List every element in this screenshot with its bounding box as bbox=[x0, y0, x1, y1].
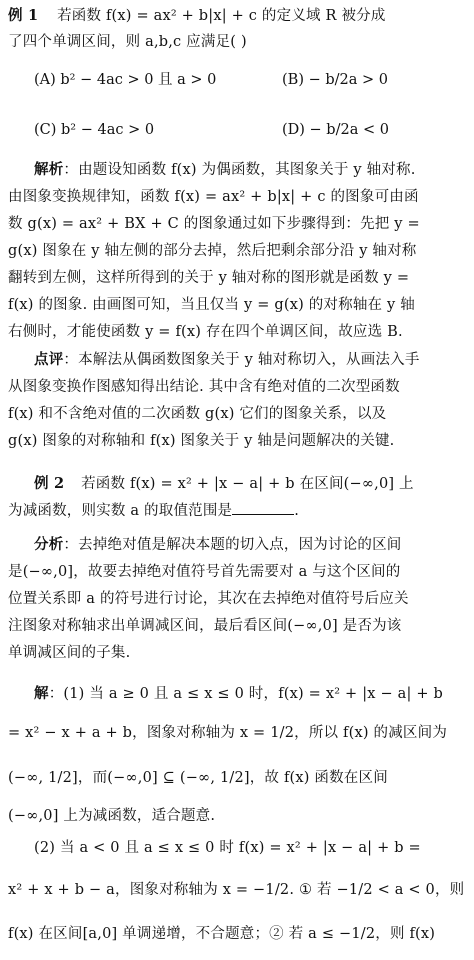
solution2-line-0: 解：(1) 当 a ≥ 0 且 a ≤ x ≤ 0 时，f(x) = x² + |x − a| + b bbox=[34, 685, 444, 702]
solution2-heading: 解 bbox=[34, 685, 49, 702]
analysis1-heading: 解析 bbox=[34, 161, 64, 178]
comment1-line-2: f(x) 和不含绝对值的二次函数 g(x) 它们的图象关系，以及 bbox=[8, 406, 387, 422]
comment1-heading: 点评 bbox=[34, 351, 64, 368]
example1-option-b: (B) − b/2a > 0 bbox=[282, 72, 388, 88]
analysis1-line-5: f(x) 的图象. 由画图可知，当且仅当 y = g(x) 的对称轴在 y 轴 bbox=[8, 297, 415, 313]
solution2-line-3: (−∞,0] 上为减函数，适合题意. bbox=[8, 808, 216, 824]
analysis2-heading: 分析 bbox=[34, 536, 64, 553]
example2-question bbox=[34, 474, 468, 494]
analysis1-line-2: 数 g(x) = ax² + BX + C 的图象通过如下步骤得到：先把 y = bbox=[8, 216, 420, 232]
solution2-line-4: (2) 当 a < 0 且 a ≤ x ≤ 0 时 f(x) = x² + |x − a| + b = bbox=[34, 840, 421, 856]
comment1-line-3: g(x) 图象的对称轴和 f(x) 图象关于 y 轴是问题解决的关键. bbox=[8, 433, 395, 449]
analysis2-line-2: 位置关系即 a 的符号进行讨论，其次在去掉绝对值符号后应关 bbox=[8, 591, 409, 607]
example1-question-line1: 若函数 f(x) = ax² + b|x| + c 的定义域 R 被分成 bbox=[57, 8, 386, 24]
analysis1-line-1: 由图象变换规律知，函数 f(x) = ax² + b|x| + c 的图象可由函 bbox=[8, 189, 419, 205]
comment1-line-0: 点评：本解法从偶函数图象关于 y 轴对称切入，从画法入手 bbox=[34, 351, 420, 368]
example1-option-c: (C) b² − 4ac > 0 bbox=[34, 122, 155, 138]
example2-question-line2: 为减函数，则实数 a 的取值范围是 . bbox=[8, 500, 468, 521]
analysis2-line-0: 分析：去掉绝对值是解决本题的切入点，因为讨论的区间 bbox=[34, 536, 402, 553]
example2-question-line1: 若函数 f(x) = x² + |x − a| + b 在区间(−∞,0] 上 bbox=[81, 476, 414, 492]
analysis2-line-1: 是(−∞,0]，故要去掉绝对值符号首先需要对 a 与这个区间的 bbox=[8, 564, 401, 580]
analysis2-line-3: 注图象对称轴求出单调减区间，最后看区间(−∞,0] 是否为该 bbox=[8, 618, 402, 634]
example1-label: 例 1 bbox=[8, 7, 39, 24]
analysis1-line-6: 右侧时，才能使函数 y = f(x) 存在四个单调区间，故应选 B. bbox=[8, 324, 403, 340]
comment1-line-1: 从图象变换作图感知得出结论. 其中含有绝对值的二次型函数 bbox=[8, 379, 400, 395]
example1-question-line2: 了四个单调区间，则 a,b,c 应满足( ) bbox=[8, 34, 247, 50]
solution2-line-6: f(x) 在区间[a,0] 单调递增，不合题意；② 若 a ≤ −1/2，则 f(x) bbox=[8, 926, 436, 942]
analysis1-line-3: g(x) 图象在 y 轴左侧的部分去掉，然后把剩余部分沿 y 轴对称 bbox=[8, 243, 417, 259]
answer-blank bbox=[232, 500, 294, 515]
analysis1-line-0: 解析：由题设知函数 f(x) 为偶函数，其图象关于 y 轴对称. bbox=[34, 161, 416, 178]
example2-label: 例 2 bbox=[34, 475, 65, 492]
solution2-line-2: (−∞, 1/2]，而(−∞,0] ⊆ (−∞, 1/2]，故 f(x) 函数在区间 bbox=[8, 770, 388, 786]
example1-option-d: (D) − b/2a < 0 bbox=[282, 122, 389, 138]
solution2-line-1: = x² − x + a + b，图象对称轴为 x = 1/2，所以 f(x) 的减区间为 bbox=[8, 725, 448, 741]
example1-option-a: (A) b² − 4ac > 0 且 a > 0 bbox=[34, 72, 217, 88]
example1-question bbox=[8, 6, 468, 26]
analysis2-line-4: 单调减区间的子集. bbox=[8, 645, 131, 661]
solution2-line-5: x² + x + b − a，图象对称轴为 x = −1/2. ① 若 −1/2 < a < 0，则 bbox=[8, 882, 465, 898]
analysis1-line-4: 翻转到左侧，这样所得到的关于 y 轴对称的图形就是函数 y = bbox=[8, 270, 410, 286]
